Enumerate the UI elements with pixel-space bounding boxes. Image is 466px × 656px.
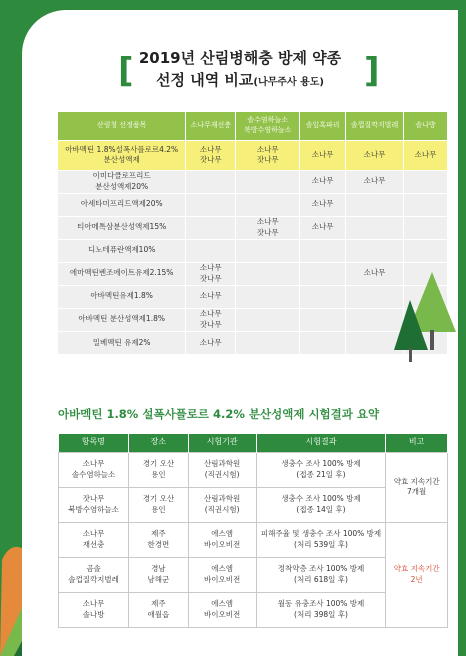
target-cell xyxy=(346,193,404,216)
target-cell: 소나무 xyxy=(346,140,404,170)
table-header-row xyxy=(58,112,448,140)
table-row xyxy=(59,522,448,557)
target-cell xyxy=(404,170,448,193)
target-cell: 소나무 잣나무 xyxy=(186,262,236,285)
product-name-cell: 이미다클로프리드 분산성액제20% xyxy=(58,170,186,193)
target-cell: 소나무 xyxy=(346,262,404,285)
remark-cell: 약효 지속기간 2년 xyxy=(386,522,448,627)
item-cell: 곰솔 솔껍질깍지벌레 xyxy=(59,557,129,592)
target-cell xyxy=(404,216,448,239)
test-results-table xyxy=(58,434,448,628)
target-cell xyxy=(404,239,448,262)
column-header: 시험기관 xyxy=(188,434,256,452)
target-cell xyxy=(346,239,404,262)
section-2-title: 아바멕틴 1.8% 설폭사플로르 4.2% 분산성액제 시험결과 요약 xyxy=(58,407,380,421)
target-cell: 소나무 xyxy=(186,285,236,308)
column-header: 솔껍질깍지벌레 xyxy=(346,112,404,140)
title-line-2-main: 선정 내역 비교 xyxy=(156,71,254,89)
title-bracket-left: [ xyxy=(118,51,134,91)
table-row xyxy=(58,308,448,331)
location-cell: 제주 애월읍 xyxy=(129,592,189,627)
location-cell: 경남 남해군 xyxy=(129,557,189,592)
column-header: 솔나방 xyxy=(404,112,448,140)
column-header: 장소 xyxy=(129,434,189,452)
table-header-row xyxy=(59,434,448,452)
product-name-cell: 티아메톡삼분산성액제15% xyxy=(58,216,186,239)
content-sheet xyxy=(22,10,458,656)
target-cell xyxy=(346,216,404,239)
page-title xyxy=(22,45,458,105)
pesticide-comparison-table xyxy=(58,112,448,354)
item-cell: 소나무 솔수염하늘소 xyxy=(59,452,129,487)
target-cell: 소나무 잣나무 xyxy=(236,216,300,239)
target-cell xyxy=(236,331,300,354)
location-cell: 경기 오산 용인 xyxy=(129,452,189,487)
target-cell xyxy=(236,239,300,262)
target-cell xyxy=(300,285,346,308)
table-row xyxy=(58,140,448,170)
target-cell: 소나무 xyxy=(300,140,346,170)
title-bracket-right: ] xyxy=(364,51,380,91)
location-cell: 경기 오산 용인 xyxy=(129,487,189,522)
table-row xyxy=(58,331,448,354)
table-row xyxy=(59,452,448,487)
item-cell: 소나무 솔나방 xyxy=(59,592,129,627)
result-cell: 생충수 조사 100% 방제 (접종 21일 후) xyxy=(256,452,386,487)
title-line-1: 2019년 산림병해충 방제 약종 xyxy=(138,49,342,67)
result-cell: 월동 유충조사 100% 방제 (처리 398일 후) xyxy=(256,592,386,627)
target-cell xyxy=(300,239,346,262)
table-row xyxy=(58,285,448,308)
table-row xyxy=(58,193,448,216)
trees-right-illustration xyxy=(394,272,458,364)
title-line-2 xyxy=(22,69,458,90)
column-header: 솔잎혹파리 xyxy=(300,112,346,140)
column-header: 시험결과 xyxy=(256,434,386,452)
target-cell xyxy=(300,331,346,354)
table-row xyxy=(58,262,448,285)
result-cell: 생충수 조사 100% 방제 (접종 14일 후) xyxy=(256,487,386,522)
target-cell xyxy=(236,285,300,308)
target-cell xyxy=(300,308,346,331)
item-cell: 잣나무 북방수염하늘소 xyxy=(59,487,129,522)
target-cell xyxy=(236,262,300,285)
target-cell: 소나무 xyxy=(300,216,346,239)
target-cell: 소나무 잣나무 xyxy=(186,308,236,331)
target-cell: 소나무 xyxy=(186,331,236,354)
target-cell xyxy=(404,193,448,216)
target-cell: 소나무 xyxy=(404,140,448,170)
target-cell xyxy=(236,308,300,331)
column-header: 솔수염하늘소 북방수염하늘소 xyxy=(236,112,300,140)
target-cell xyxy=(186,216,236,239)
target-cell: 소나무 xyxy=(346,170,404,193)
institution-cell: 산림과학원 (직권시험) xyxy=(188,487,256,522)
product-name-cell: 밀베멕틴 유제2% xyxy=(58,331,186,354)
product-name-cell: 아세타미프리드액제20% xyxy=(58,193,186,216)
table-row xyxy=(58,170,448,193)
column-header: 항목명 xyxy=(59,434,129,452)
location-cell: 제주 한경면 xyxy=(129,522,189,557)
target-cell: 소나무 잣나무 xyxy=(236,140,300,170)
institution-cell: 에스엠 바이오비전 xyxy=(188,557,256,592)
institution-cell: 산림과학원 (직권시험) xyxy=(188,452,256,487)
target-cell xyxy=(236,170,300,193)
target-cell xyxy=(236,193,300,216)
product-name-cell: 아바멕틴 분산성액제1.8% xyxy=(58,308,186,331)
target-cell xyxy=(186,170,236,193)
result-cell: 정착약층 조사 100% 방제 (처리 618일 후) xyxy=(256,557,386,592)
title-line-2-sub: (나무주사 용도) xyxy=(253,77,324,88)
product-name-cell: 디노테퓨란액제10% xyxy=(58,239,186,262)
target-cell: 소나무 xyxy=(300,170,346,193)
product-name-cell: 아바멕틴유제1.8% xyxy=(58,285,186,308)
product-name-cell: 에마멕틴벤조에이트유제2.15% xyxy=(58,262,186,285)
institution-cell: 에스엠 바이오비전 xyxy=(188,592,256,627)
target-cell xyxy=(300,262,346,285)
product-name-cell: 아바멕틴 1.8%설폭사플로르4.2% 분산성액제 xyxy=(58,140,186,170)
column-header: 소나무재선충 xyxy=(186,112,236,140)
table-row xyxy=(58,216,448,239)
remark-cell: 약효 지속기간 7개월 xyxy=(386,452,448,522)
item-cell: 소나무 재선충 xyxy=(59,522,129,557)
target-cell: 소나무 잣나무 xyxy=(186,140,236,170)
target-cell xyxy=(186,239,236,262)
target-cell xyxy=(186,193,236,216)
institution-cell: 에스엠 바이오비전 xyxy=(188,522,256,557)
target-cell: 소나무 xyxy=(300,193,346,216)
result-cell: 피해주율 및 생충수 조사 100% 방제 (처리 539일 후) xyxy=(256,522,386,557)
column-header: 비고 xyxy=(386,434,448,452)
column-header: 산림청 선정품목 xyxy=(58,112,186,140)
table-row xyxy=(58,239,448,262)
